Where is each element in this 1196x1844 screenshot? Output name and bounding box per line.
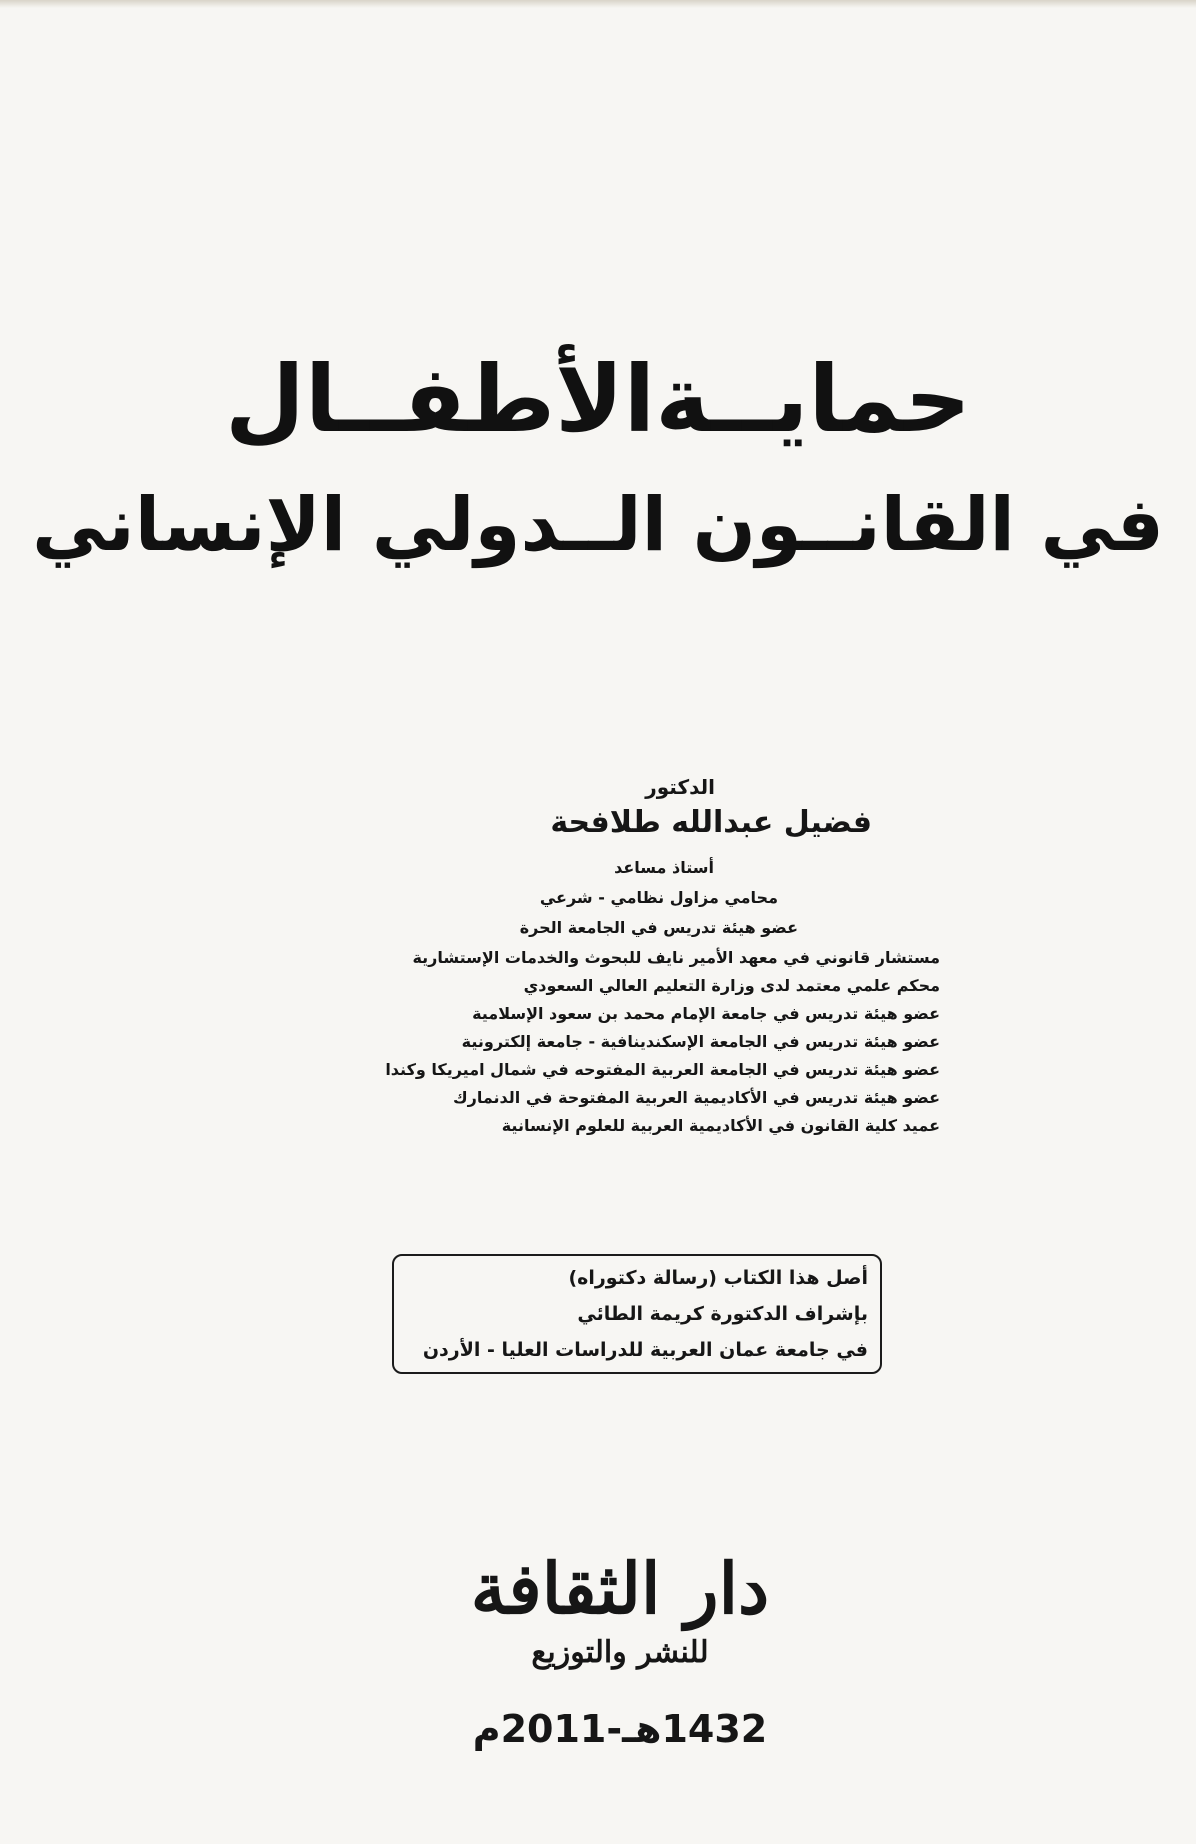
author-credential: محكم علمي معتمد لدى وزارة التعليم العالي السعودي [523, 976, 940, 995]
thesis-note-line: أصل هذا الكتاب (رسالة دكتوراه) [568, 1267, 868, 1289]
book-title-line-1: حمايــةالأطفــال [225, 346, 971, 453]
author-credential: عضو هيئة تدريس في الأكاديمية العربية المفتوحة في الدنمارك [452, 1088, 940, 1107]
thesis-note-line: بإشراف الدكتورة كريمة الطائي [577, 1303, 868, 1325]
page-top-edge [0, 0, 1196, 8]
author-credential: أستاذ مساعد [614, 858, 714, 877]
author-credential: عضو هيئة تدريس في جامعة الإمام محمد بن سعود الإسلامية [472, 1004, 940, 1023]
author-credential: مستشار قانوني في معهد الأمير نايف للبحوث والخدمات الإستشارية [412, 948, 940, 967]
author-credential: عضو هيئة تدريس في الجامعة العربية المفتوحه في شمال اميريكا وكندا [385, 1060, 940, 1079]
author-credential: محامي مزاول نظامي - شرعي [539, 888, 778, 907]
author-name: فضيل عبدالله طلافحة [550, 805, 872, 840]
author-credential: عضو هيئة تدريس في الجامعة الإسكندينافية - جامعة إلكترونية [461, 1032, 940, 1051]
book-title-line-2: في القانــون الــدولي الإنساني [32, 482, 1164, 568]
thesis-note-box [392, 1254, 882, 1374]
author-title-label: الدكتور [645, 775, 715, 799]
publisher-logo [470, 1545, 770, 1673]
publisher-subtitle: للنشر والتوزيع [531, 1635, 709, 1670]
author-credential: عضو هيئة تدريس في الجامعة الحرة [519, 918, 798, 937]
thesis-note-line: في جامعة عمان العربية للدراسات العليا - الأردن [422, 1339, 868, 1361]
publication-date: 1432هـ-2011م [472, 1707, 768, 1751]
author-credential: عميد كلية القانون في الأكاديمية العربية للعلوم الإنسانية [501, 1116, 940, 1135]
publisher-name: دار الثقافة [470, 1547, 770, 1630]
